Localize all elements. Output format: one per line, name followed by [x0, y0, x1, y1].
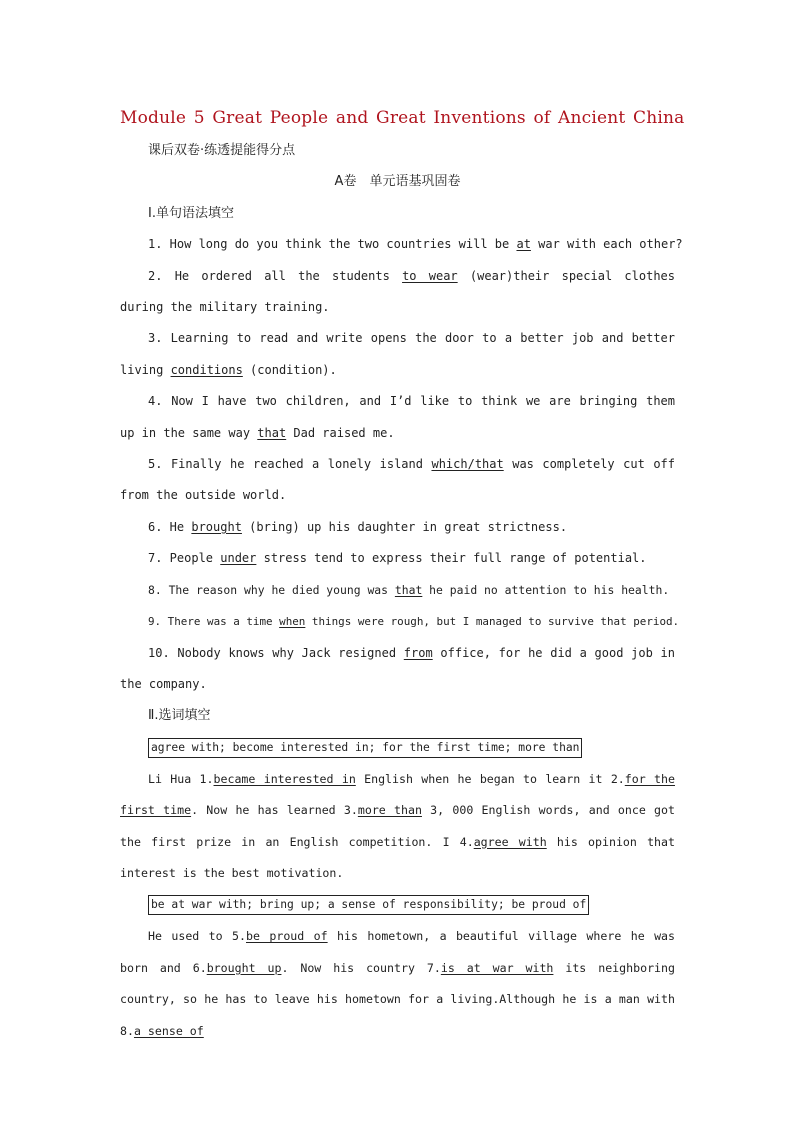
question-7: 7. People under stress tend to express their full range of potential.	[148, 551, 647, 566]
answer-blank: conditions	[170, 362, 243, 377]
answer-blank: which/that	[431, 457, 504, 472]
paper-label: A卷 单元语基巩固卷	[334, 174, 461, 190]
passage-2: He used to 5.be proud of his hometown, a beautiful village where he was born and 6.brought up. Now his country 7.is at war with its neighboring country, so he has to leave his hometown for a living.Although he is a man with 8.a sense of	[120, 929, 676, 1038]
answer-blank: for the first time	[120, 771, 675, 818]
document-page	[120, 104, 685, 1047]
answer-blank: under	[220, 551, 257, 566]
question-9: 9. There was a time when things were rough, but I managed to survive that period.	[148, 615, 680, 629]
answer-blank: brought up	[206, 960, 282, 975]
subtitle: 课后双卷·练透提能得分点	[148, 143, 296, 158]
section-heading-2: Ⅱ.选词填空	[148, 708, 211, 724]
answer-blank: became interested in	[213, 771, 356, 786]
answer-blank: brought	[191, 519, 242, 534]
answer-blank: a sense of	[133, 1023, 204, 1038]
answer-blank: more than	[357, 803, 422, 818]
answer-blank: be proud of	[246, 929, 328, 944]
question-4: 4. Now I have two children, and I’d like to think we are bringing them up in the same way that Dad raised me.	[120, 394, 675, 440]
section-heading-1: Ⅰ.单句语法填空	[148, 205, 234, 221]
answer-blank: from	[403, 645, 433, 660]
question-6: 6. He brought (bring) up his daughter in great strictness.	[148, 519, 568, 534]
answer-blank: that	[394, 582, 423, 597]
answer-blank: to wear	[402, 268, 458, 283]
question-5: 5. Finally he reached a lonely island which/that was completely cut off from the outside world.	[120, 457, 675, 503]
passage-1: Li Hua 1.became interested in English when he began to learn it 2.for the first time. Now he has learned 3.more than 3, 000 English words, and once got the first prize in an English competition. I 4.agree with his opinion that interest is the best motivation.	[120, 771, 675, 880]
answer-blank: agree with	[473, 834, 547, 849]
question-8: 8. The reason why he died young was that he paid no attention to his health.	[148, 582, 670, 597]
question-3: 3. Learning to read and write opens the door to a better job and better living conditions (condition).	[120, 331, 675, 377]
word-box-1: agree with; become interested in; for the first time; more than	[148, 738, 582, 758]
answer-blank: when	[279, 615, 306, 629]
answer-blank: at	[516, 237, 531, 252]
question-10: 10. Nobody knows why Jack resigned from office, for he did a good job in the company.	[120, 645, 675, 691]
answer-blank: that	[257, 425, 287, 440]
answer-blank: is at war with	[440, 960, 554, 975]
question-2: 2. He ordered all the students to wear (wear)their special clothes during the military training.	[120, 268, 675, 315]
word-box-2: be at war with; bring up; a sense of responsibility; be proud of	[148, 895, 589, 915]
question-1: 1. How long do you think the two countries will be at war with each other?	[148, 237, 683, 252]
module-title: Module 5 Great People and Great Inventions of Ancient China	[120, 108, 685, 128]
